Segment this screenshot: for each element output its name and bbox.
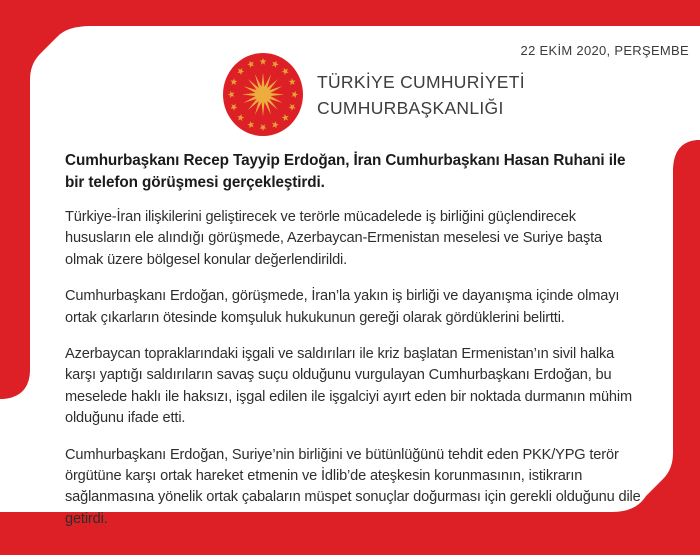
article [65,150,643,545]
org-name [317,69,525,121]
org-name-line2: CUMHURBAŞKANLIĞI [317,97,504,118]
org-name-line1: TÜRKİYE CUMHURİYETİ [317,71,525,92]
paragraph-4: Cumhurbaşkanı Erdoğan, Suriye’nin birliğini ve bütünlüğünü tehdit eden PKK/YPG terör örgütüne karşı ortak hareket etmenin ve İdlib’de ateşkesin korunmasının, istikrarın sağlanmasına yönelik ortak çabaların müspet sonuçlar doğurması için gerekli olduğunu dile getirdi. [65,446,641,527]
paragraph-2: Cumhurbaşkanı Erdoğan, görüşmede, İran’la yakın iş birliği ve dayanışma içinde olmayı ortak çıkarların ötesinde komşuluk hukukunun gereği olarak gördüklerini belirtti. [65,288,620,326]
paragraph-1: Türkiye-İran ilişkilerini geliştirecek ve terörle mücadelede iş birliğini güçlendirecek hususların ele alındığı görüşmede, Azerbaycan-Ermenistan meselesi ve Suriye başta olmak üzere bölgesel konular değerlendirildi. [65,209,603,268]
headline: Cumhurbaşkanı Recep Tayyip Erdoğan, İran Cumhurbaşkanı Hasan Ruhani ile bir telefon görüşmesi gerçekleştirdi. [65,152,626,191]
presidential-seal-icon [223,53,303,136]
date-label: 22 EKİM 2020, PERŞEMBE [520,43,689,58]
paragraph-3: Azerbaycan topraklarındaki işgali ve saldırıları ile kriz başlatan Ermenistan’ın sivil halka karşı yaptığı saldırıların savaş suçu olduğunu vurgulayan Cumhurbaşkanı Erdoğan, bu meselede haklı ile haksızı, işgal edilen ile işgalciyi ayırt eden bir noktada durmanın mühim olduğunu ifade etti. [65,346,633,427]
presidency-logo [223,53,525,136]
